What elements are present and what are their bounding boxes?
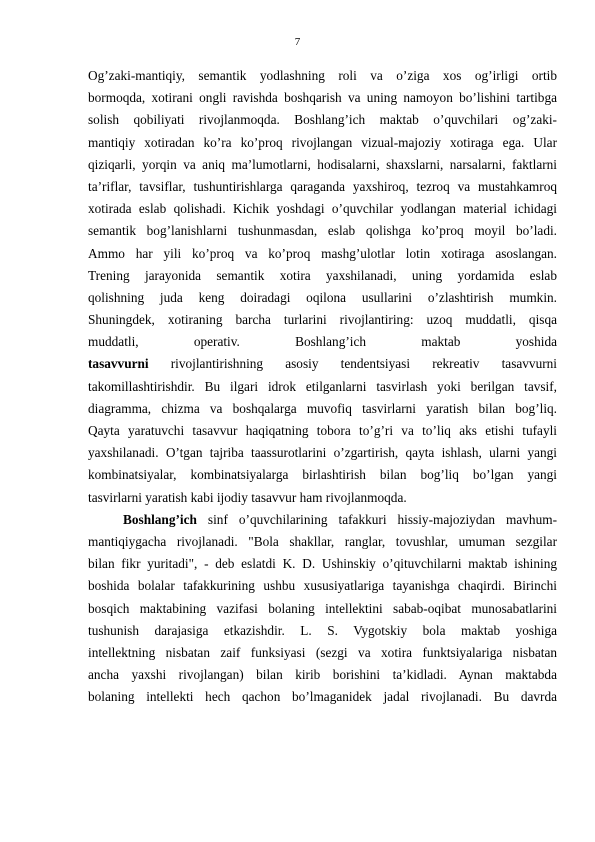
text-line: ta’riflar, tavsiflar, tushuntirishlarga qaraganda yaxshiroq, tezroq va mustahkamroq xyxy=(88,178,557,194)
text-line: muddatli, operativ. Boshlang’ich maktab yoshida xyxy=(88,334,557,350)
text-line: Qayta yaratuvchi tasavvur haqiqatning tobora to’g’ri va to’liq aks etishi tufayli xyxy=(88,423,557,438)
bold-term: Boshlang’ich xyxy=(123,511,197,527)
text-line: semantik bog’lanishlarni tushunmasdan, eslab qolishga ko’proq moyil bo’ladi. xyxy=(88,223,557,239)
text-line: bormoqda, xotirani ongli ravishda boshqarish va uning namoyon bo’lishini tartibga xyxy=(88,90,557,106)
text-line: Trening jarayonida semantik xotira yaxshilanadi, uning yordamida eslab xyxy=(88,267,557,283)
page-number: 7 xyxy=(294,36,301,48)
paragraph-2 xyxy=(88,509,557,709)
text-line: qiziqarli, yorqin va aniq ma’lumotlarni, hodisalarni, shaxslarni, narsalarni, faktlarni xyxy=(88,156,557,172)
text-line: takomillashtirishdir. Bu ilgari idrok etilganlarni tasvirlash yoki berilgan tavsif, xyxy=(88,378,557,394)
text-line: mantiqiygacha rivojlanadi. "Bola shakllar, ranglar, tovushlar, umuman sezgilar xyxy=(88,533,557,549)
text-run: sinf o’quvchilarining tafakkuri hissiy-majoziydan mavhum- xyxy=(196,511,557,527)
text-line: bosqich maktabining vazifasi bolaning intellektini sabab-oqibat munosabatlarini xyxy=(88,600,557,616)
bold-term: tasavvurni xyxy=(88,356,149,372)
text-line: Og’zaki-mantiqiy, semantik yodlashning roli va o’ziga xos og’irligi ortib xyxy=(88,68,557,83)
body-text xyxy=(88,65,557,708)
text-line: ancha yaxshi rivojlangan) bilan kirib borishini ta’kidladi. Aynan maktabda xyxy=(88,667,557,683)
text-line: qolishning juda keng doiradagi oqilona usullarini o’zlashtirish mumkin. xyxy=(88,289,557,305)
text-line-with-bold xyxy=(88,353,557,375)
text-line: tushunish darajasiga etkazishdir. L. S. Vygotskiy bola maktab yoshiga xyxy=(88,622,557,638)
text-run: rivojlantirishning asosiy tendentsiyasi rekreativ tasavvurni xyxy=(148,356,557,372)
text-line: intellektning nisbatan zaif funksiyasi (sezgi va xotira funktsiyalariga nisbatan xyxy=(88,644,557,660)
text-line: mantiqiy xotiradan ko’ra ko’proq rivojlangan vizual-majoziy xotiraga ega. Ular xyxy=(88,134,557,150)
text-line: xotirada eslab qolishadi. Kichik yoshdagi o’quvchilar yodlangan material ichidagi xyxy=(88,201,557,217)
text-line: diagramma, chizma va boshqalarga muvofiq tasvirlarni yaratish bilan bog’liq. xyxy=(88,400,557,416)
text-line: kombinatsiyalar, kombinatsiyalarga birlashtirish bilan bog’liq bo’lgan yangi xyxy=(88,467,557,483)
text-line: Shuningdek, xotiraning barcha turlarini rivojlantiring: uzoq muddatli, qisqa xyxy=(88,312,557,328)
text-line: Ammo har yili ko’proq va ko’proq mashg’ulotlar lotin xotiraga asoslangan. xyxy=(88,245,557,261)
text-line: bilan fikr yuritadi", - deb eslatdi K. D. Ushinskiy o’qituvchilarni maktab ishining xyxy=(88,556,557,572)
paragraph-1 xyxy=(88,65,557,509)
text-line: tasvirlarni yaratish kabi ijodiy tasavvur ham rivojlanmoqda. xyxy=(88,489,407,505)
text-line: bolaning intellekti hech qachon bo’lmaganidek jadal rivojlanadi. Bu davrda xyxy=(88,689,557,705)
text-line: solish qobiliyati rivojlanmoqda. Boshlang’ich maktab o’quvchilari og’zaki- xyxy=(88,112,557,128)
text-line: yaxshilanadi. O’tgan tajriba taassurotlarini o’zgartirish, qayta ishlash, ularni yangi xyxy=(88,445,557,461)
text-line: boshida bolalar tafakkurining ushbu xususiyatlariga tayanishga chaqirdi. Birinchi xyxy=(88,578,557,594)
text-line-with-bold xyxy=(88,509,557,531)
